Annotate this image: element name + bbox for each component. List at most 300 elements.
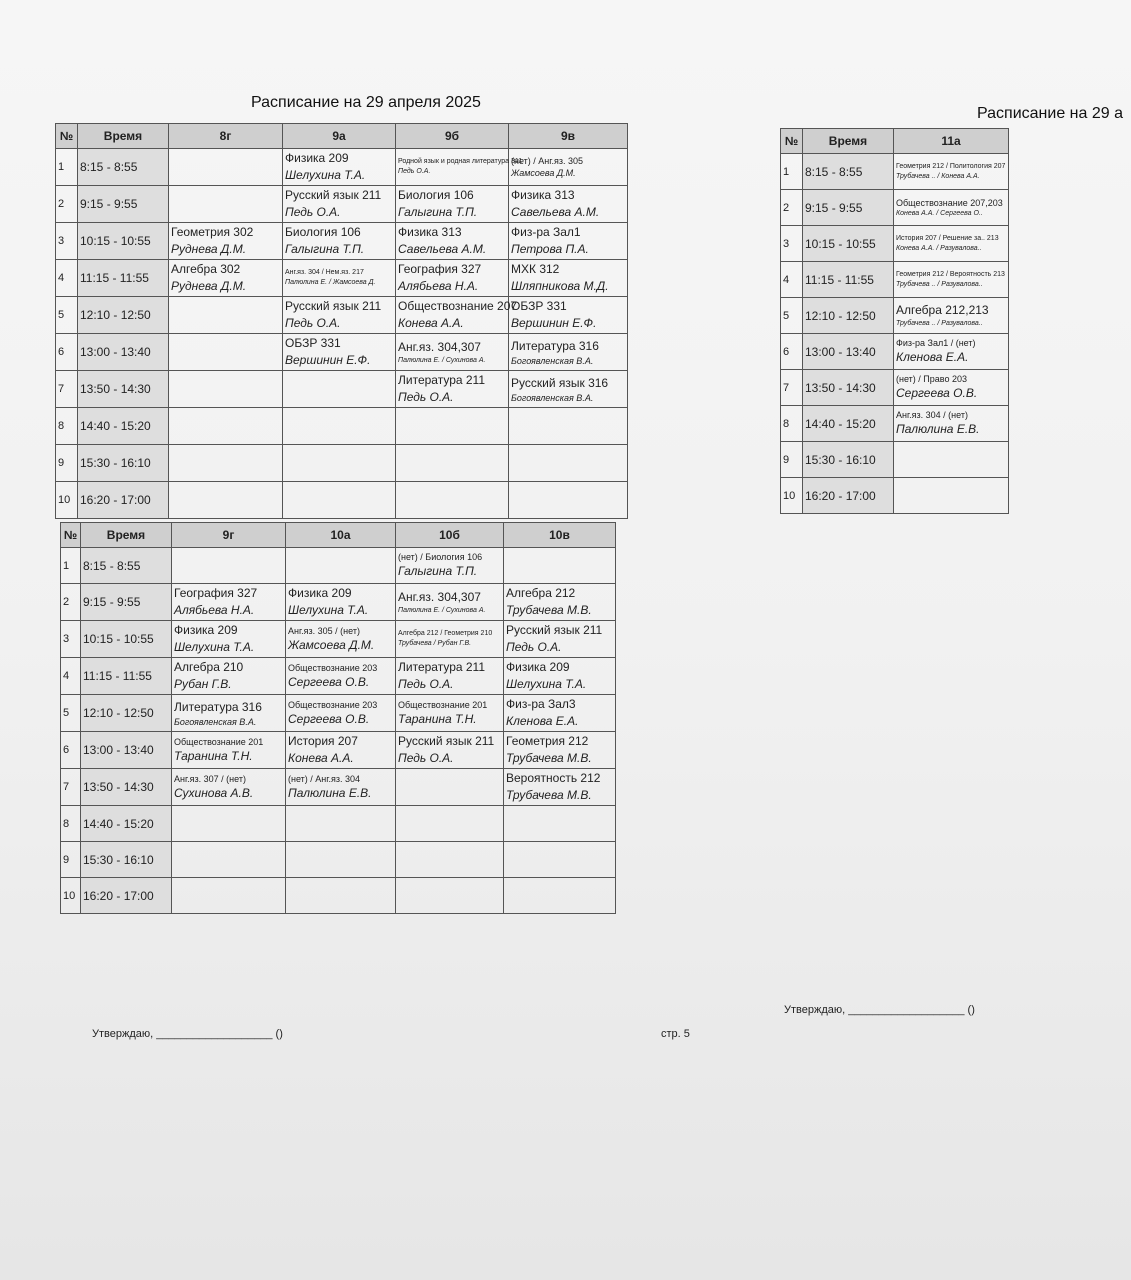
teacher-name: Богоявленская В.А. [174,716,257,727]
lesson-cell [172,842,286,878]
lesson-time: 9:15 - 9:55 [78,186,169,223]
teacher-name: Савельева А.М. [398,242,487,256]
lesson-cell [894,262,1009,298]
lesson-cell [509,186,628,223]
subject-room: Обществознание 201 [174,736,264,747]
lesson-time: 12:10 - 12:50 [78,297,169,334]
lesson-cell [504,806,616,842]
table-c-lesson-row [781,334,1009,370]
teacher-name: Кленова Е.А. [506,714,579,728]
table-c-column-header: 11а [894,129,1009,154]
lesson-time: 8:15 - 8:55 [78,149,169,186]
subject-room: Обществознание 201 [398,699,488,710]
subject-room: (нет) / Анг.яз. 305 [511,156,583,166]
teacher-name: Галыгина Т.П. [398,205,478,219]
lesson-cell [172,695,286,732]
subject-room: Анг.яз. 304 / (нет) [896,410,968,420]
lesson-cell [169,260,283,297]
teacher-name: Кленова Е.А. [896,350,969,364]
lesson-cell [283,260,396,297]
lesson-cell [396,371,509,408]
lesson-time: 8:15 - 8:55 [81,548,172,584]
subject-room: Физика 209 [285,151,349,165]
lesson-cell [286,878,396,914]
subject-room: Геометрия 302 [171,225,254,239]
lesson-number: 10 [56,482,78,519]
table-a-lesson-row [56,334,628,371]
subject-room: Вероятность 212 [506,771,601,785]
table-b-column-header: № [61,523,81,548]
subject-room: История 207 / Решение за.. 213 [896,234,999,242]
lesson-cell [509,149,628,186]
table-c-column-header: № [781,129,803,154]
lesson-cell [283,334,396,371]
lesson-time: 16:20 - 17:00 [803,478,894,514]
lesson-cell [894,478,1009,514]
table-c-lesson-row [781,154,1009,190]
lesson-cell [396,223,509,260]
teacher-name: Алябьева Н.А. [174,603,255,617]
teacher-name: Конева А.А. [398,316,464,330]
subject-room: Русский язык 211 [398,734,495,748]
lesson-number: 4 [781,262,803,298]
lesson-cell [894,298,1009,334]
subject-room: География 327 [174,586,258,600]
lesson-time: 13:50 - 14:30 [803,370,894,406]
lesson-time: 9:15 - 9:55 [803,190,894,226]
teacher-name: Палюлина Е. / Жамсоева Д. [285,279,376,286]
lesson-cell [286,769,396,806]
table-c-lesson-row [781,370,1009,406]
page-number: стр. 5 [661,1028,690,1040]
lesson-cell [396,260,509,297]
table-b-lesson-row [61,769,616,806]
schedule-table-grades-8-9 [55,123,628,519]
lesson-cell [283,149,396,186]
teacher-name: Богоявленская В.А. [511,392,594,403]
teacher-name: Трубачева М.В. [506,603,592,617]
lesson-time: 16:20 - 17:00 [81,878,172,914]
lesson-cell [504,842,616,878]
teacher-name: Конева А.А. / Сергеева О.. [896,209,983,217]
lesson-number: 4 [56,260,78,297]
lesson-number: 5 [61,695,81,732]
lesson-cell [894,154,1009,190]
subject-room: Анг.яз. 304 / Нем.яз. 217 [285,269,364,276]
table-a-lesson-row [56,297,628,334]
lesson-cell [396,149,523,186]
table-b-lesson-row [61,732,616,769]
table-a-lesson-row [56,186,628,223]
lesson-cell [509,223,628,260]
subject-room: Русский язык 211 [506,623,603,637]
table-a-lesson-row [56,260,628,297]
lesson-cell [396,445,509,482]
lesson-cell [509,371,628,408]
lesson-time: 15:30 - 16:10 [78,445,169,482]
lesson-cell [283,445,396,482]
teacher-name: Сергеева О.В. [288,674,370,689]
lesson-time: 10:15 - 10:55 [81,621,172,658]
table-b-lesson-row [61,658,616,695]
table-b-lesson-row [61,584,616,621]
lesson-time: 13:00 - 13:40 [78,334,169,371]
lesson-time: 14:40 - 15:20 [81,806,172,842]
table-a-column-header: 9б [396,124,509,149]
lesson-cell [894,370,1009,406]
lesson-cell [169,408,283,445]
lesson-time: 10:15 - 10:55 [803,226,894,262]
teacher-name: Палюлина Е.В. [288,785,372,800]
subject-room: МХК 312 [511,262,560,276]
lesson-time: 14:40 - 15:20 [803,406,894,442]
subject-room: Алгебра 212 / Геометрия 210 [398,630,493,637]
table-b-column-header: 10в [504,523,616,548]
subject-room: Геометрия 212 / Вероятность 213 [896,270,1005,278]
teacher-name: Трубачева .. / Разувалова.. [896,320,983,327]
table-b-lesson-row [61,548,616,584]
lesson-cell [396,584,504,621]
teacher-name: Шелухина Т.А. [174,640,255,654]
teacher-name: Палюлина Е.В. [896,422,980,436]
lesson-cell [396,482,509,519]
right-approval-line: Утверждаю, ___________________ () [784,1004,975,1016]
teacher-name: Шелухина Т.А. [285,168,366,182]
teacher-name: Богоявленская В.А. [511,355,594,366]
teacher-name: Трубачева .. / Конева А.А. [896,172,980,180]
table-b-lesson-row [61,621,616,658]
teacher-name: Шляпникова М.Д. [511,279,609,293]
table-c-lesson-row [781,442,1009,478]
lesson-time: 13:00 - 13:40 [803,334,894,370]
teacher-name: Педь О.А. [506,640,562,654]
table-b-header-row [61,523,616,548]
lesson-time: 8:15 - 8:55 [803,154,894,190]
lesson-cell [396,297,518,334]
lesson-time: 12:10 - 12:50 [81,695,172,732]
lesson-cell [894,334,1009,370]
lesson-cell [172,806,286,842]
lesson-cell [396,621,504,658]
teacher-name: Вершинин Е.Ф. [285,353,371,367]
subject-room: Физика 209 [288,586,352,600]
subject-room: Физика 209 [506,660,570,674]
lesson-time: 11:15 - 11:55 [81,658,172,695]
lesson-number: 9 [781,442,803,478]
lesson-time: 15:30 - 16:10 [803,442,894,478]
teacher-name: Педь О.А. [398,751,454,765]
right-page-title: Расписание на 29 а [977,105,1123,122]
lesson-cell [396,695,504,732]
teacher-name: Конева А.А. / Разувалова.. [896,244,982,252]
lesson-number: 4 [61,658,81,695]
lesson-number: 7 [781,370,803,406]
lesson-number: 2 [61,584,81,621]
table-b-lesson-row [61,842,616,878]
lesson-number: 6 [56,334,78,371]
lesson-number: 8 [56,408,78,445]
subject-room: Литература 316 [174,699,262,714]
teacher-name: Трубачева М.В. [506,788,592,802]
lesson-number: 10 [61,878,81,914]
lesson-number: 6 [781,334,803,370]
lesson-cell [504,878,616,914]
subject-room: ОБЗР 331 [511,299,567,313]
table-a-lesson-row [56,223,628,260]
lesson-cell [894,406,1009,442]
table-c-header-row [781,129,1009,154]
subject-room: Обществознание 203 [288,662,378,673]
lesson-cell [396,334,509,371]
table-c-lesson-row [781,226,1009,262]
teacher-name: Алябьева Н.А. [398,279,479,293]
subject-room: (нет) / Биология 106 [398,552,483,562]
teacher-name: Педь О.А. [285,205,341,219]
lesson-cell [286,621,396,658]
table-a-column-header: 9в [509,124,628,149]
lesson-cell [509,445,628,482]
teacher-name: Вершинин Е.Ф. [511,316,597,330]
subject-room: Физика 313 [398,225,462,239]
subject-room: Анг.яз. 304,307 [398,339,481,354]
lesson-time: 11:15 - 11:55 [803,262,894,298]
lesson-cell [504,584,616,621]
teacher-name: Шелухина Т.А. [506,677,587,691]
lesson-number: 3 [781,226,803,262]
teacher-name: Петрова П.А. [511,242,589,256]
subject-room: Анг.яз. 307 / (нет) [174,773,246,784]
subject-room: Алгебра 212 [506,586,576,600]
lesson-cell [286,584,396,621]
lesson-time: 9:15 - 9:55 [81,584,172,621]
subject-room: Обществознание 207,203 [896,197,1003,208]
lesson-cell [504,769,616,806]
teacher-name: Таранина Т.Н. [398,711,477,726]
table-c-lesson-row [781,262,1009,298]
table-a-column-header: 8г [169,124,283,149]
subject-room: Геометрия 212 [506,734,589,748]
table-a-lesson-row [56,149,628,186]
subject-room: Алгебра 210 [174,660,244,674]
lesson-cell [396,186,509,223]
teacher-name: Педь О.А. [398,677,454,691]
lesson-cell [509,334,628,371]
subject-room: География 327 [398,262,482,276]
lesson-cell [504,732,616,769]
teacher-name: Трубачева М.В. [506,751,592,765]
teacher-name: Конева А.А. [288,751,354,765]
teacher-name: Руднева Д.М. [171,279,247,293]
lesson-time: 13:50 - 14:30 [81,769,172,806]
teacher-name: Жамсоева Д.М. [288,637,375,652]
lesson-cell [286,658,396,695]
subject-room: Литература 316 [511,338,599,353]
lesson-cell [283,371,396,408]
lesson-number: 8 [61,806,81,842]
table-a-lesson-row [56,371,628,408]
table-b-lesson-row [61,878,616,914]
lesson-cell [286,695,396,732]
lesson-cell [169,149,283,186]
teacher-name: Педь О.А. [285,316,341,330]
lesson-cell [396,769,504,806]
lesson-number: 6 [61,732,81,769]
table-b-lesson-row [61,806,616,842]
teacher-name: Палюлина Е. / Сухинова А. [398,356,486,364]
lesson-cell [169,334,283,371]
subject-room: Анг.яз. 305 / (нет) [288,625,360,636]
table-a-column-header: № [56,124,78,149]
lesson-cell [396,408,509,445]
lesson-number: 1 [56,149,78,186]
lesson-number: 10 [781,478,803,514]
subject-room: Алгебра 302 [171,262,241,276]
lesson-number: 2 [56,186,78,223]
lesson-number: 1 [781,154,803,190]
lesson-cell [169,371,283,408]
teacher-name: Педь О.А. [398,390,454,404]
subject-room: Русский язык 316 [511,375,609,390]
lesson-cell [509,482,628,519]
lesson-cell [172,621,286,658]
subject-room: (нет) / Право 203 [896,374,967,384]
lesson-time: 11:15 - 11:55 [78,260,169,297]
subject-room: Обществознание 207 [398,299,518,313]
teacher-name: Шелухина Т.А. [288,603,369,617]
lesson-cell [396,548,504,584]
lesson-cell [283,297,396,334]
subject-room: Физика 209 [174,623,238,637]
subject-room: Физ-ра Зал1 [511,225,581,239]
table-a-lesson-row [56,482,628,519]
teacher-name: Сергеева О.В. [896,386,978,400]
left-approval-line: Утверждаю, ___________________ () [92,1028,283,1040]
lesson-cell [396,878,504,914]
lesson-time: 16:20 - 17:00 [78,482,169,519]
lesson-cell [396,658,504,695]
schedule-table-grades-9-10 [60,522,616,914]
lesson-time: 13:50 - 14:30 [78,371,169,408]
lesson-number: 2 [781,190,803,226]
lesson-number: 7 [61,769,81,806]
lesson-cell [283,186,396,223]
table-a-lesson-row [56,445,628,482]
lesson-cell [283,482,396,519]
subject-room: Алгебра 212,213 [896,303,989,317]
subject-room: (нет) / Анг.яз. 304 [288,773,360,784]
lesson-number: 3 [56,223,78,260]
subject-room: Геометрия 212 / Политология 207 [896,162,1006,170]
lesson-cell [504,548,616,584]
teacher-name: Сухинова А.В. [174,785,254,800]
subject-room: Родной язык и родная литература 311 [398,158,523,165]
lesson-number: 9 [56,445,78,482]
subject-room: История 207 [288,734,358,748]
table-a-column-header: Время [78,124,169,149]
lesson-cell [286,732,396,769]
subject-room: Физ-ра Зал3 [506,697,576,711]
teacher-name: Трубачева .. / Разувалова.. [896,280,983,288]
subject-room: Биология 106 [398,188,474,202]
subject-room: Обществознание 203 [288,699,378,710]
left-page-title: Расписание на 29 апреля 2025 [251,94,481,111]
lesson-cell [504,695,616,732]
lesson-number: 8 [781,406,803,442]
lesson-cell [396,732,504,769]
lesson-cell [169,223,283,260]
lesson-number: 5 [56,297,78,334]
subject-room: Физика 313 [511,188,575,202]
lesson-cell [169,186,283,223]
table-b-column-header: 10а [286,523,396,548]
lesson-time: 10:15 - 10:55 [78,223,169,260]
table-a-lesson-row [56,408,628,445]
subject-room: Литература 211 [398,660,486,674]
teacher-name: Савельева А.М. [511,205,600,219]
lesson-number: 7 [56,371,78,408]
lesson-time: 12:10 - 12:50 [803,298,894,334]
teacher-name: Трубачева / Рубан Г.В. [398,640,472,647]
teacher-name: Руднева Д.М. [171,242,247,256]
teacher-name: Галыгина Т.П. [285,242,365,256]
lesson-cell [286,548,396,584]
lesson-number: 9 [61,842,81,878]
lesson-cell [172,878,286,914]
subject-room: Русский язык 211 [285,188,382,202]
table-a-column-header: 9а [283,124,396,149]
table-c-lesson-row [781,298,1009,334]
lesson-cell [169,482,283,519]
lesson-cell [894,442,1009,478]
subject-room: Физ-ра Зал1 / (нет) [896,338,976,348]
lesson-number: 1 [61,548,81,584]
lesson-time: 15:30 - 16:10 [81,842,172,878]
lesson-cell [283,223,396,260]
lesson-cell [504,658,616,695]
table-c-lesson-row [781,478,1009,514]
teacher-name: Галыгина Т.П. [398,564,478,578]
subject-room: ОБЗР 331 [285,336,341,350]
table-b-column-header: 9г [172,523,286,548]
table-b-lesson-row [61,695,616,732]
table-c-column-header: Время [803,129,894,154]
lesson-number: 5 [781,298,803,334]
lesson-cell [894,226,1009,262]
lesson-cell [396,806,504,842]
lesson-cell [396,842,504,878]
lesson-cell [283,408,396,445]
subject-room: Биология 106 [285,225,361,239]
lesson-time: 13:00 - 13:40 [81,732,172,769]
lesson-cell [169,297,283,334]
teacher-name: Рубан Г.В. [174,677,232,691]
lesson-cell [169,445,283,482]
lesson-cell [172,658,286,695]
lesson-cell [172,584,286,621]
subject-room: Литература 211 [398,373,486,387]
lesson-cell [172,769,286,806]
teacher-name: Палюлина Е. / Сухинова А. [398,606,486,614]
teacher-name: Педь О.А. [398,168,431,175]
lesson-cell [286,842,396,878]
teacher-name: Жамсоева Д.М. [511,168,576,178]
table-a-header-row [56,124,628,149]
table-b-column-header: 10б [396,523,504,548]
lesson-cell [509,408,628,445]
lesson-cell [504,621,616,658]
lesson-time: 14:40 - 15:20 [78,408,169,445]
lesson-cell [894,190,1009,226]
